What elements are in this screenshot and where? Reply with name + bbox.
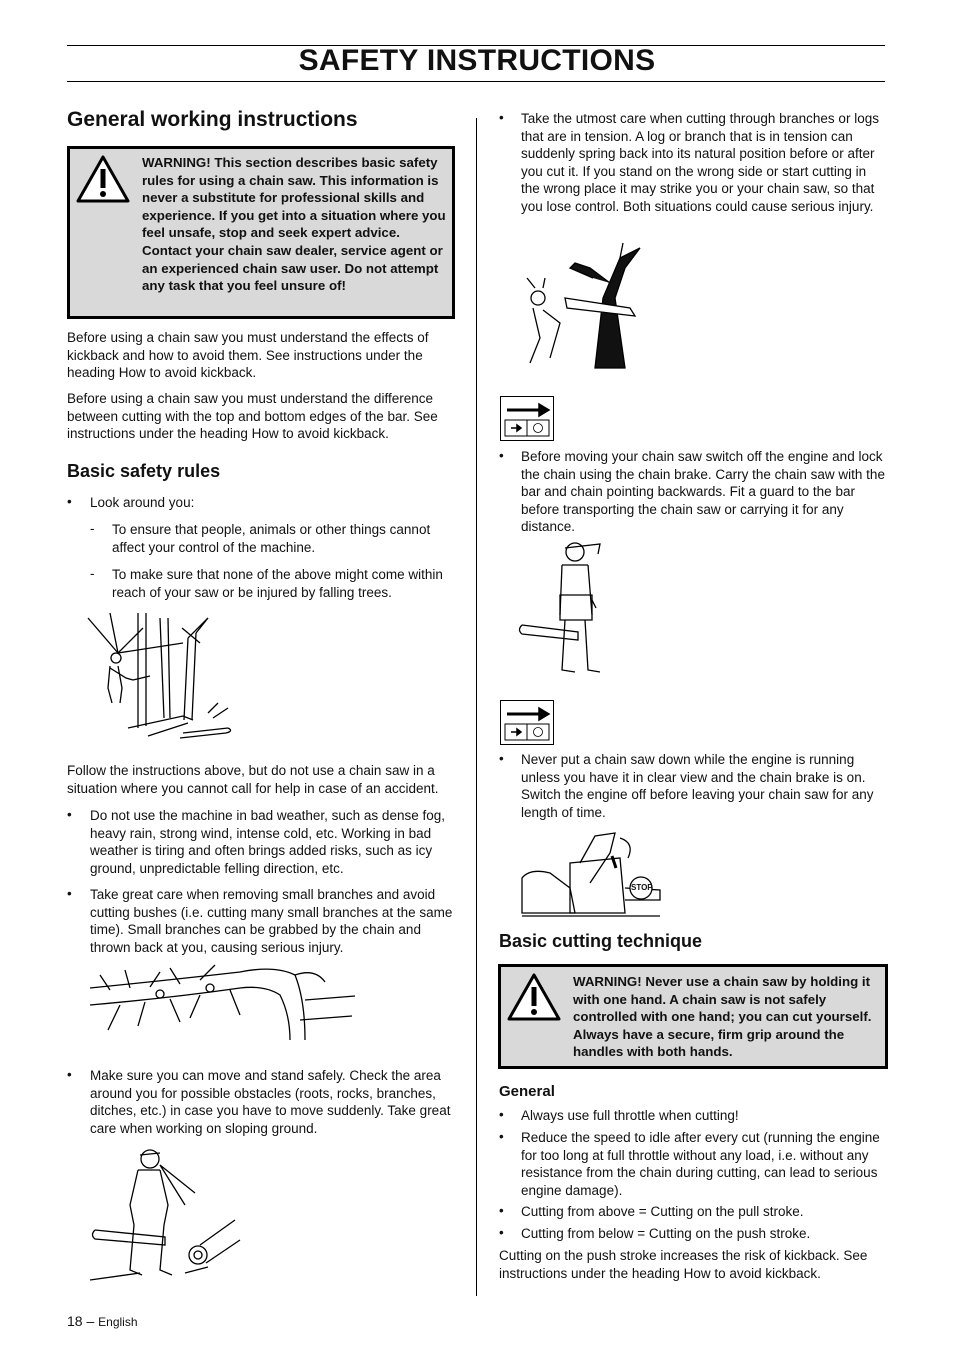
bullet-mark: • <box>499 110 504 125</box>
dash-text: To make sure that none of the above might come within reach of your saw or be injured by falling trees. <box>112 567 443 600</box>
header-bottom-rule <box>67 81 885 82</box>
bullet-text: Do not use the machine in bad weather, such as dense fog, heavy rain, strong wind, intense cold, etc. Working in bad weather is tiring and often brings added risks, such as icy ground, unpredictable felling direction, etc. <box>90 808 445 876</box>
bullet-mark: • <box>499 1225 504 1240</box>
brake-on-illustration <box>520 828 665 918</box>
warning-text: WARNING! Never use a chain saw by holding it with one hand. A chain saw is not safely controlled with one hand; you can cut yourself. Always have a secure, firm grip around the handles with both hands. <box>573 974 872 1060</box>
page-number: 18 – <box>67 1313 95 1329</box>
minor-heading: General <box>499 1083 555 1100</box>
subheading: Basic safety rules <box>67 461 221 481</box>
bullet-text: Cutting from below = Cutting on the push stroke. <box>521 1226 811 1241</box>
bullet-text: Before moving your chain saw switch off the engine and lock the chain using the chain brake. Carry the chain saw with the bar and chain pointing backwards. Fit a guard to the bar before transporting the chain saw or carrying it for any distance. <box>521 449 885 534</box>
dash-text: To ensure that people, animals or other things cannot affect your control of the machine. <box>112 522 431 555</box>
paragraph: Cutting on the push stroke increases the risk of kickback. See instructions under the heading How to avoid kickback. <box>499 1248 868 1281</box>
look-around-illustration <box>88 608 238 743</box>
bullet-mark: • <box>499 1129 504 1144</box>
paragraph: Follow the instructions above, but do not use a chain saw in a situation where you cannot call for help in case of an accident. <box>67 763 439 796</box>
paragraph: Before using a chain saw you must understand the effects of kickback and how to avoid them. See instructions under the heading How to avoid kickback. <box>67 330 429 380</box>
warning-triangle-icon <box>76 155 130 203</box>
bullet-text: Take great care when removing small branches and avoid cutting bushes (i.e. cutting many small branches at the same time). Small branches can be grabbed by the chain and thrown back at you, causing serious injury. <box>90 887 453 955</box>
bullet-text: Always use full throttle when cutting! <box>521 1108 739 1123</box>
dash-mark: - <box>90 521 95 536</box>
warning-text: WARNING! This section describes basic safety rules for using a chain saw. This information is never a substitute for professional skills and experience. If you get into a situation where you feel unsafe, stop and seek expert advice. Contact your chain saw dealer, service agent or an experienced chain saw user. Do not attempt any task that you feel unsure of! <box>142 155 446 294</box>
subheading: Basic cutting technique <box>499 931 703 951</box>
bullet-mark: • <box>67 807 72 822</box>
bullet-text: Reduce the speed to idle after every cut (running the engine for too long at full throttle without any load, i.e. without any resistance from the chain during cutting, can lead to serious engine damage). <box>521 1130 880 1198</box>
bullet-text: Never put a chain saw down while the engine is running unless you have it in clear view and the chain brake is on. Switch the engine off before leaving your chain saw for any length of time. <box>521 752 874 820</box>
bullet-mark: • <box>499 1107 504 1122</box>
column-divider <box>476 118 477 1296</box>
carry-saw-illustration <box>520 540 610 675</box>
bullet-text: Cutting from above = Cutting on the pull stroke. <box>521 1204 804 1219</box>
bullet-text: Take the utmost care when cutting through branches or logs that are in tension. A log or branch that is in tension can suddenly spring back into its natural position before or after you cut it. If you stand on the wrong side or start cutting in the wrong place it may strike you or your chain saw, so that you lose control. Both situations could cause serious injury. <box>521 111 879 214</box>
chain-brake-symbol-icon <box>500 700 554 745</box>
spring-back-illustration <box>525 238 650 373</box>
bullet-mark: • <box>499 1203 504 1218</box>
bullet-mark: • <box>67 1067 72 1082</box>
stance-illustration <box>90 1145 240 1285</box>
paragraph: Before using a chain saw you must understand the difference between cutting with the top and bottom edges of the bar. See instructions under the heading How to avoid kickback. <box>67 391 438 441</box>
language-label: English <box>98 1315 138 1329</box>
stop-label: STOP <box>631 883 653 892</box>
warning-box <box>67 146 455 319</box>
warning-box <box>498 964 888 1069</box>
warning-triangle-icon <box>507 973 561 1021</box>
bullet-text: Look around you: <box>90 495 195 510</box>
bullet-mark: • <box>67 494 72 509</box>
page-footer <box>67 1313 138 1329</box>
bullet-mark: • <box>67 886 72 901</box>
bullet-mark: • <box>499 751 504 766</box>
chain-brake-symbol-icon <box>500 396 554 441</box>
branch-illustration <box>90 960 360 1055</box>
bullet-mark: • <box>499 448 504 463</box>
page-title: SAFETY INSTRUCTIONS <box>298 44 656 77</box>
bullet-text: Make sure you can move and stand safely. Check the area around you for possible obstacles (roots, rocks, branches, ditches, etc.) in case you have to move suddenly. Take great care when working on sloping ground. <box>90 1068 451 1136</box>
section-heading: General working instructions <box>67 108 358 131</box>
dash-mark: - <box>90 566 95 581</box>
